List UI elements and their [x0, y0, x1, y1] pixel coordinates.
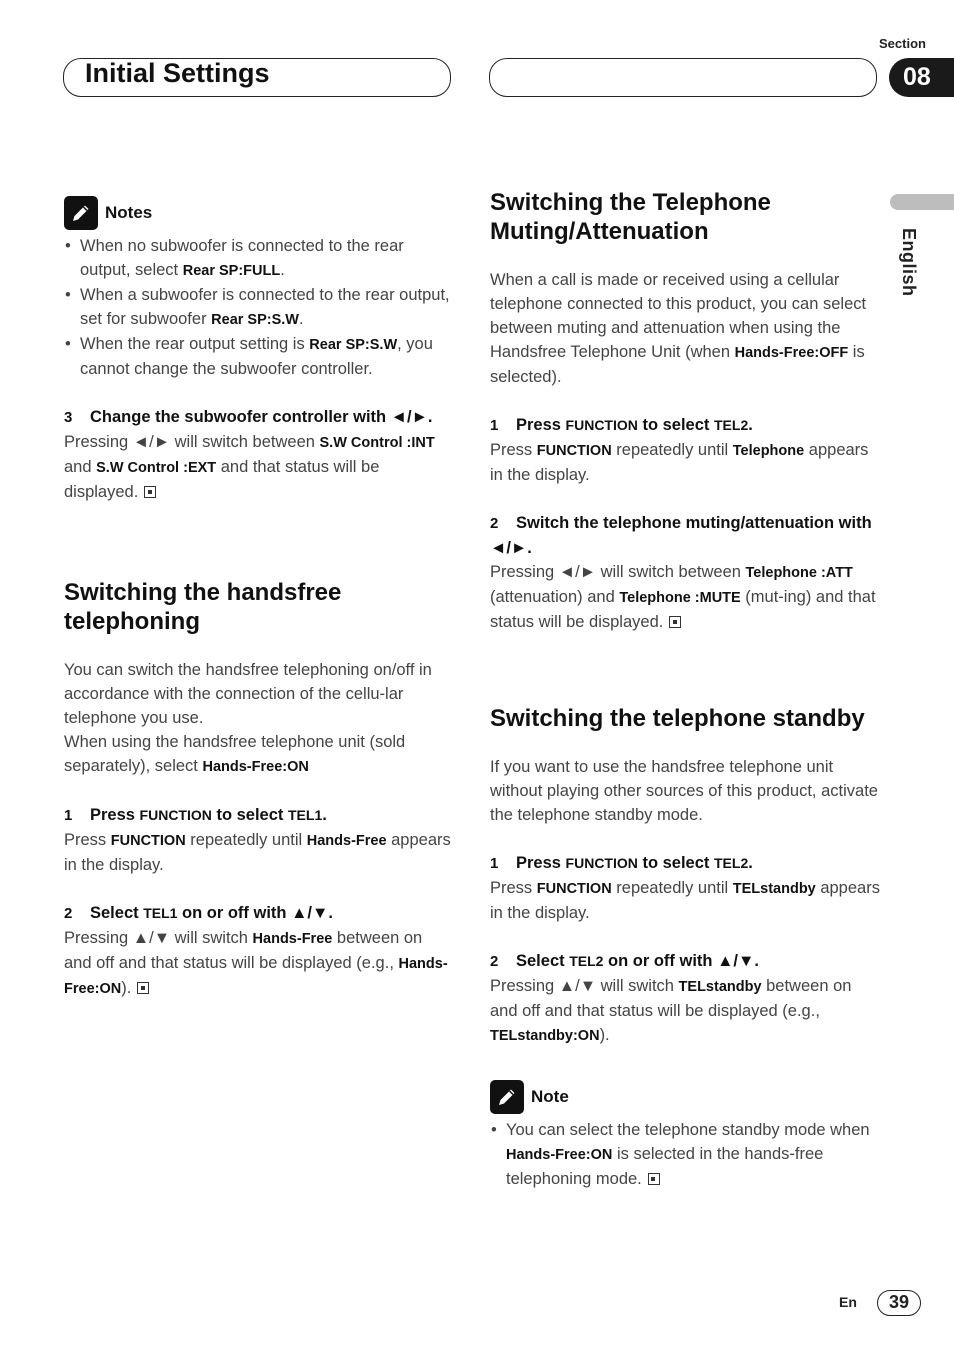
notes-header	[64, 196, 454, 230]
page-number: 39	[877, 1290, 921, 1316]
left-column	[64, 196, 454, 1001]
notes-list	[64, 234, 454, 381]
standby-step-1-body: Press FUNCTION repeatedly until TELstandby appears in the display.	[490, 879, 880, 922]
handsfree-intro: You can switch the handsfree telephoning on/off in accordance with the connection of the cellu-lar telephone you use.	[64, 661, 432, 727]
notes-heading: Notes	[105, 203, 153, 222]
language-tab: English	[899, 228, 919, 297]
muting-step-1-body: Press FUNCTION repeatedly until Telephone appears in the display.	[490, 441, 869, 484]
standby-step-2-body: Pressing ▲/▼ will switch TELstandby between on and off and that status will be displayed (e.g., TELstandby:ON).	[490, 977, 852, 1044]
note-heading: Note	[531, 1087, 569, 1106]
section-number-badge: 08	[889, 58, 954, 97]
pencil-icon	[64, 196, 98, 230]
standby-step-2-title: 2 Select TEL2 on or off with ▲/▼.	[490, 952, 759, 970]
list-item: • When no subwoofer is connected to the rear output, select Rear SP:FULL.	[64, 234, 454, 283]
list-item: • You can select the telephone standby mode when Hands-Free:ON is selected in the hands-free telephoning mode.	[490, 1118, 880, 1191]
side-tab-bar	[890, 194, 954, 210]
step-3-body: Pressing ◄/► will switch between S.W Control :INT and S.W Control :EXT and that status will be displayed.	[64, 433, 435, 501]
end-mark-icon	[144, 486, 156, 498]
handsfree-intro-2: When using the handsfree telephone unit (sold separately), select Hands-Free:ON	[64, 733, 406, 775]
note-header	[490, 1080, 880, 1114]
standby-step-1-title: 1 Press FUNCTION to select TEL2.	[490, 854, 753, 872]
standby-heading: Switching the telephone standby	[490, 705, 865, 732]
header-right-frame	[489, 58, 877, 97]
muting-intro: When a call is made or received using a cellular telephone connected to this product, you can select between muting and attenuation when using the Handsfree Telephone Unit (when Hands-Free:OFF is selected).	[490, 271, 867, 386]
muting-step-1-title: 1 Press FUNCTION to select TEL2.	[490, 416, 753, 434]
pencil-icon	[490, 1080, 524, 1114]
handsfree-step-2-body: Pressing ▲/▼ will switch Hands-Free between on and off and that status will be displayed (e.g., Hands-Free:ON).	[64, 929, 448, 997]
step-3-title: 3 Change the subwoofer controller with ◄/►.	[64, 408, 433, 426]
note-list	[490, 1118, 880, 1191]
footer-language: En	[839, 1294, 857, 1310]
muting-step-2-body: Pressing ◄/► will switch between Telephone :ATT (attenuation) and Telephone :MUTE (mut-ing) and that status will be displayed.	[490, 563, 876, 631]
right-column	[490, 188, 880, 1191]
end-mark-icon	[669, 616, 681, 628]
handsfree-step-1-body: Press FUNCTION repeatedly until Hands-Free appears in the display.	[64, 831, 451, 874]
standby-intro: If you want to use the handsfree telephone unit without playing other sources of this product, activate the telephone standby mode.	[490, 758, 878, 824]
page-title: Initial Settings	[85, 58, 270, 88]
handsfree-heading: Switching the handsfree telephoning	[64, 579, 342, 635]
muting-heading: Switching the Telephone Muting/Attenuation	[490, 189, 771, 245]
muting-step-2-title: 2 Switch the telephone muting/attenuation with ◄/►.	[490, 514, 872, 557]
handsfree-step-2-title: 2 Select TEL1 on or off with ▲/▼.	[64, 904, 333, 922]
end-mark-icon	[648, 1173, 660, 1185]
handsfree-step-1-title: 1 Press FUNCTION to select TEL1.	[64, 806, 327, 824]
end-mark-icon	[137, 982, 149, 994]
section-label: Section	[879, 36, 926, 51]
list-item: • When a subwoofer is connected to the rear output, set for subwoofer Rear SP:S.W.	[64, 283, 454, 332]
list-item: • When the rear output setting is Rear SP:S.W, you cannot change the subwoofer controller.	[64, 332, 454, 381]
